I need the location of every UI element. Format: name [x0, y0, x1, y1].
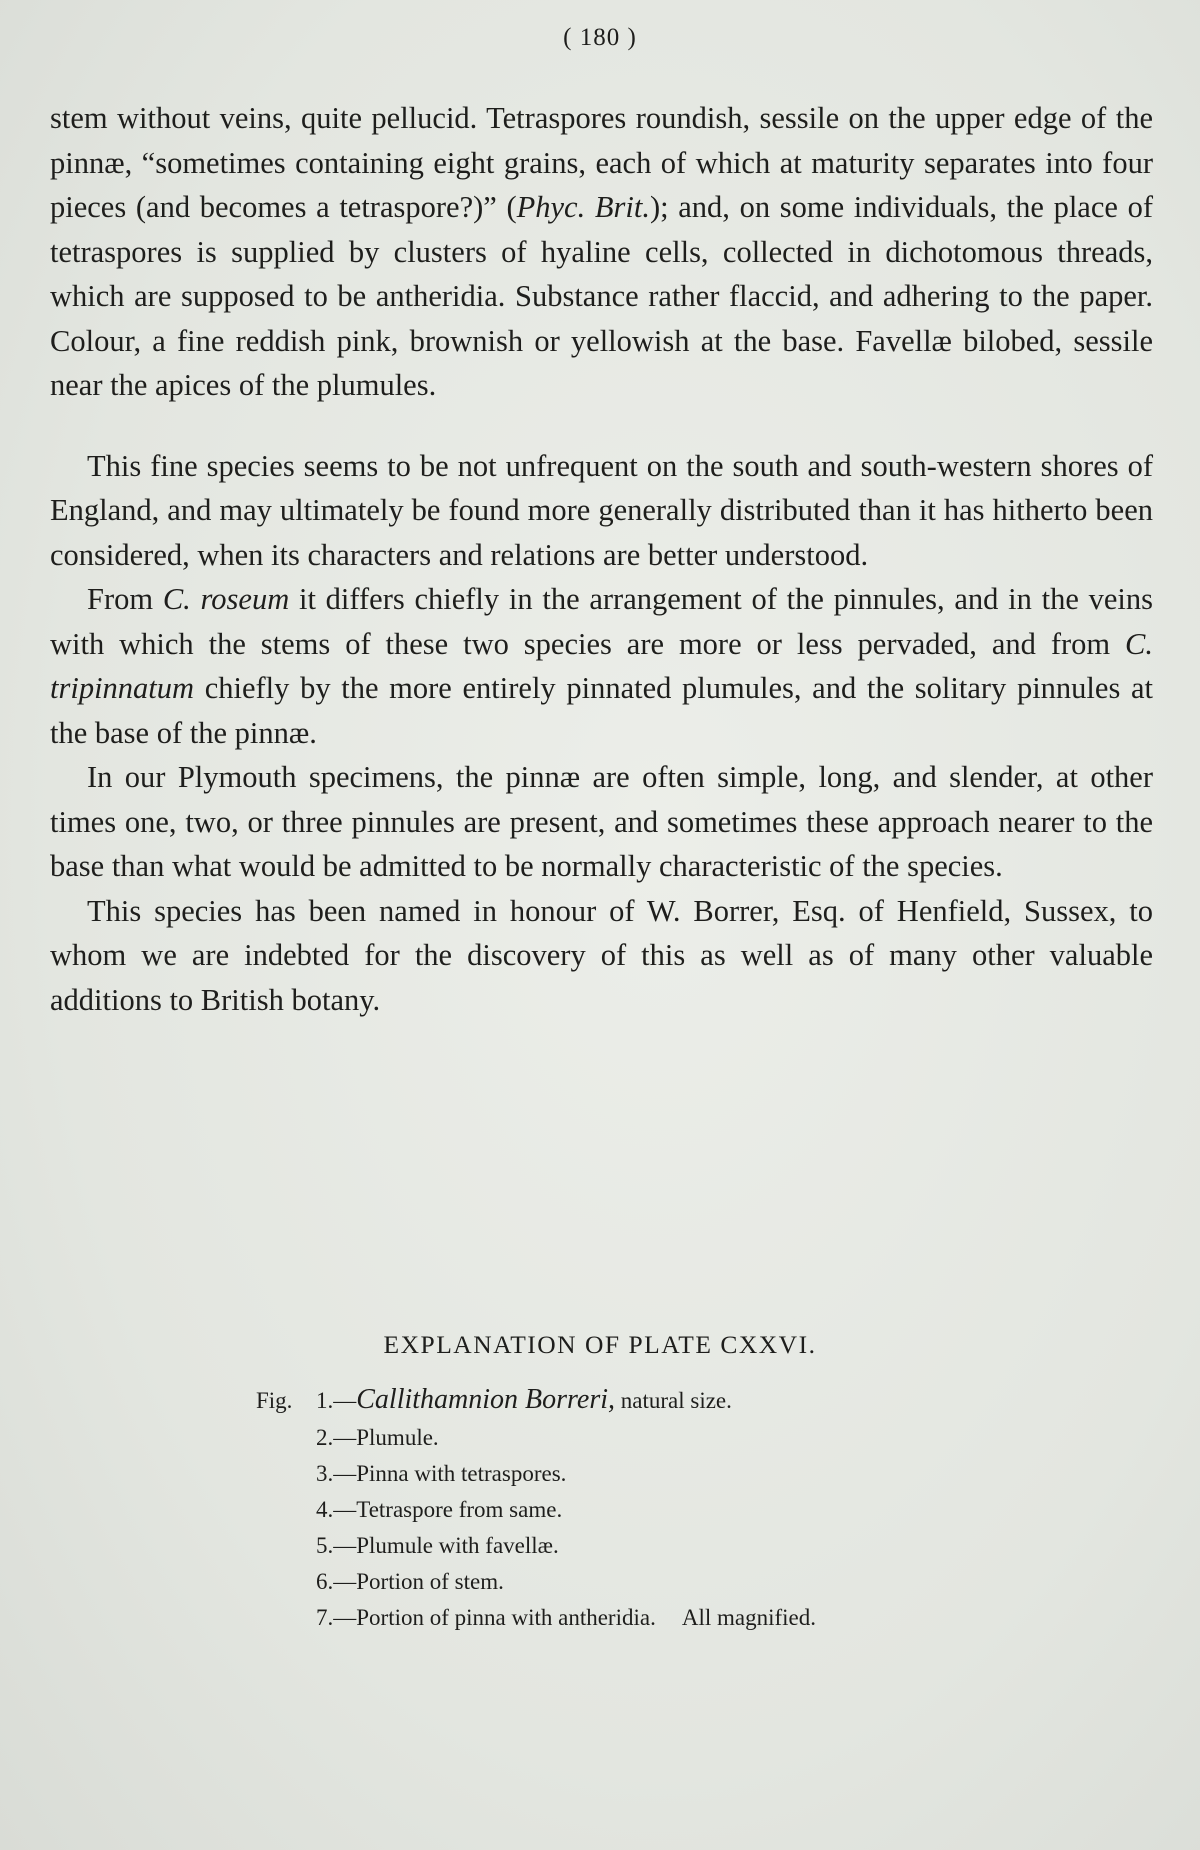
figure-description: Plumule with favellæ.: [356, 1533, 559, 1558]
figure-number: 4.—: [316, 1497, 357, 1522]
figure-item: [256, 1492, 1056, 1528]
comparison-text-3: chiefly by the more entirely pinnated plumules, and the solitary pinnules at the base of the pinnæ.: [50, 671, 1153, 750]
figure-description: Tetraspore from same.: [356, 1497, 563, 1522]
figure-number: 5.—: [316, 1533, 357, 1558]
figure-prefix: Fig.: [256, 1388, 293, 1413]
figure-number: 3.—: [316, 1461, 357, 1486]
paragraph-comparison: [50, 577, 1153, 755]
figure-item: [256, 1456, 1056, 1492]
paragraph-description: [50, 96, 1153, 408]
figure-list: [256, 1382, 1056, 1636]
reference-phyc-brit: Phyc. Brit.: [516, 190, 650, 224]
paragraph-naming: This species has been named in honour of W. Borrer, Esq. of Henfield, Sussex, to whom we are indebted for the discovery of this as well as of many other valuable additions to British botany.: [50, 893, 1153, 1017]
figure-item: [256, 1600, 1056, 1636]
paragraph-plymouth-specimens: In our Plymouth specimens, the pinnæ are often simple, long, and slender, at other times one, two, or three pinnules are present, and sometimes these approach nearer to the base than what would be admitted to be normally characteristic of the species.: [50, 760, 1153, 883]
page-number: ( 180 ): [563, 24, 637, 51]
figure-description: natural size.: [615, 1388, 732, 1413]
figure-number: 6.—: [316, 1569, 357, 1594]
figure-number: 2.—: [316, 1425, 357, 1450]
plate-title: EXPLANATION OF PLATE CXXVI.: [383, 1330, 817, 1359]
figure-description: Pinna with tetraspores.: [356, 1461, 567, 1486]
comparison-text-2: it differs chiefly in the arrangement of the pinnules, and in the veins with which the stems of these two species are more or less pervaded, and from: [50, 582, 1154, 661]
figure-description: Portion of pinna with antheridia.: [356, 1605, 656, 1630]
figure-item: [256, 1420, 1056, 1456]
paragraph-spacer: [50, 408, 1153, 444]
figure-item: [256, 1564, 1056, 1600]
species-c-tripinnatum: C. tripinnatum: [50, 626, 1153, 705]
figure-description: Portion of stem.: [356, 1569, 504, 1594]
body-text: [50, 96, 1153, 1022]
figure-number: 1.—: [316, 1388, 357, 1413]
description-text-2: ); and, on some individuals, the place of tetraspores is supplied by clusters of hyaline cells, collected in dichotomous threads, which are supposed to be antheridia. Substance rather flaccid, and adhering to the paper. Colour, a fine reddish pink, brownish or yellowish at the base. Favellæ bilobed, sessile near the apices of the plumules.: [50, 190, 1153, 402]
plate-explanation: [0, 1330, 1200, 1630]
figure-number: 7.—: [316, 1605, 357, 1630]
figure-item: [256, 1382, 1056, 1420]
description-text-1: stem without veins, quite pellucid. Tetraspores roundish, sessile on the upper edge of the pinnæ, “sometimes containing eight grains, each of which at maturity separates into four pieces (and becomes a tetraspore?)” (: [50, 101, 1153, 224]
comparison-text-1: From: [87, 582, 163, 616]
figure-magnification-note: All magnified.: [681, 1605, 816, 1630]
figure-species-name: Callithamnion Borreri,: [356, 1384, 616, 1415]
figure-item: [256, 1528, 1056, 1564]
figure-description: Plumule.: [356, 1425, 439, 1450]
species-c-roseum: C. roseum: [162, 582, 290, 616]
paragraph-distribution: This fine species seems to be not unfrequent on the south and south-western shores of England, and may ultimately be found more generally distributed than it has hitherto been considered, when its characters and relations are better understood.: [50, 448, 1153, 572]
